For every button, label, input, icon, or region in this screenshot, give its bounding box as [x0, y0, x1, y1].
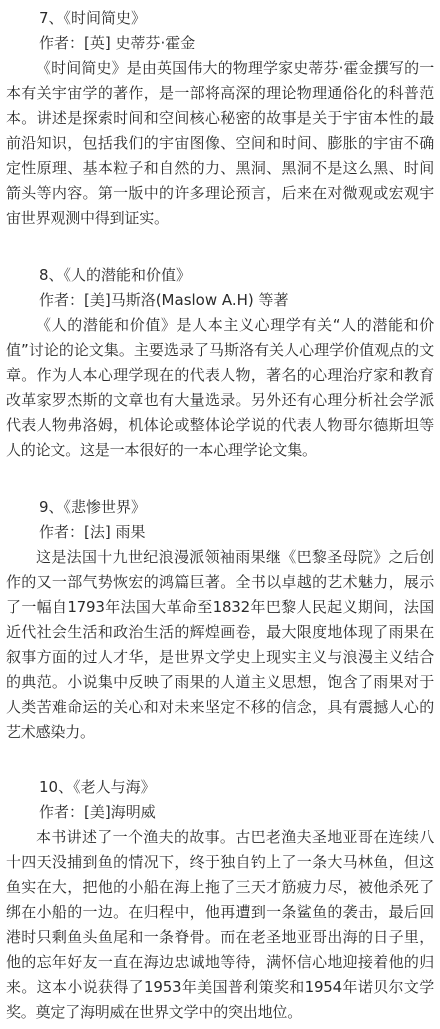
- section-spacer: [6, 463, 434, 495]
- book-author: 作者：[美]马斯洛(Maslow A.H) 等著: [39, 291, 289, 309]
- book-entry-9: [6, 495, 434, 745]
- book-entry-10: [6, 775, 434, 1025]
- book-description: 《时间简史》是由英国伟大的物理学家史蒂芬·霍金撰写的一本有关宇宙学的著作，是一部将高深的理论物理通俗化的科普范本。讲述是探索时间和空间核心秘密的故事是关于宇宙本性的最前沿知识，包括我们的宇宙图像、空间和时间、膨胀的宇宙不确定性原理、基本粒子和自然的力、黑洞、黑洞不是这么黑、时间箭头等内容。第一版中的许多理论预言，后来在对微观或宏观宇宙世界观测中得到证实。: [6, 59, 434, 227]
- book-title: 9、《悲惨世界》: [39, 498, 147, 516]
- book-author: 作者：[法] 雨果: [39, 523, 146, 541]
- book-entry-8: [6, 263, 434, 463]
- book-description: 这是法国十九世纪浪漫派领袖雨果继《巴黎圣母院》之后创作的又一部气势恢宏的鸿篇巨著。全书以卓越的艺术魅力，展示了一幅自1793年法国大革命至1832年巴黎人民起义期间，法国近代社会生活和政治生活的辉煌画卷，最大限度地体现了雨果在叙事方面的过人才华，是世界文学史上现实主义与浪漫主义结合的典范。小说集中反映了雨果的人道主义思想，饱含了雨果对于人类苦难命运的关心和对未来坚定不移的信念，具有震撼人心的艺术感染力。: [6, 548, 434, 741]
- book-title: 8、《人的潜能和价值》: [39, 266, 192, 284]
- book-author: 作者：[英] 史蒂芬·霍金: [39, 34, 196, 52]
- book-title: 10、《老人与海》: [39, 778, 156, 796]
- book-title: 7、《时间简史》: [39, 9, 147, 27]
- section-spacer: [6, 231, 434, 263]
- book-description: 本书讲述了一个渔夫的故事。古巴老渔夫圣地亚哥在连续八十四天没捕到鱼的情况下，终于独自钓上了一条大马林鱼，但这鱼实在大，把他的小船在海上拖了三天才筋疲力尽，被他杀死了绑在小船的一边。在归程中，他再遭到一条鲨鱼的袭击，最后回港时只剩鱼头鱼尾和一条脊骨。而在老圣地亚哥出海的日子里，他的忘年好友一直在海边忠诚地等待，满怀信心地迎接着他的归来。这本小说获得了1953年美国普利策奖和1954年诺贝尔文学奖。奠定了海明威在世界文学中的突出地位。: [6, 828, 434, 1021]
- book-entry-7: [6, 6, 434, 231]
- book-author: 作者：[美]海明威: [39, 803, 156, 821]
- book-description: 《人的潜能和价值》是人本主义心理学有关“人的潜能和价值”讨论的论文集。主要选录了马斯洛有关人心理学价值观点的文章。作为人本心理学现在的代表人物，著名的心理治疗家和教育改革家罗杰斯的文章也有大量选录。另外还有心理分析社会学派代表人物弗洛姆，机体论或整体论学说的代表人物哥尔德斯坦等人的论文。这是一本很好的一本心理学论文集。: [6, 316, 434, 459]
- section-spacer: [6, 745, 434, 775]
